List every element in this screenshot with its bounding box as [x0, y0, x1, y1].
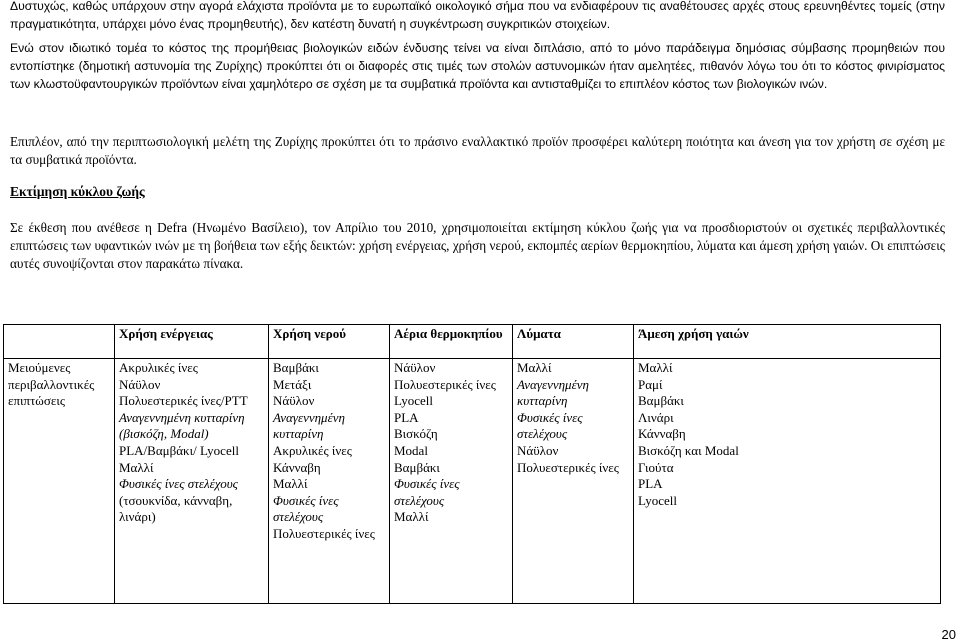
cell-entry: Αναγεννημένη κυτταρίνη [273, 409, 345, 442]
cell-entry: Βαμβάκι [273, 360, 319, 375]
intro-paragraph: Δυστυχώς, καθώς υπάρχουν στην αγορά ελάχιστα προϊόντα με το ευρωπαϊκό οικολογικό σήμα που να ενδιαφέρουν τις αναθέτουσες αρχές στους ερευνηθέντες τομείς (στην πραγματικότητα, υπάρχει μόνο ένας προμηθευτής), δεν κατέστη δυνατή η συγκέντρωση συγκριτικών στοιχείων. [10, 0, 945, 31]
energy-cell [115, 359, 269, 604]
cell-entry: Λινάρι [638, 409, 674, 425]
header-cell: Χρήση ενέργειας [115, 325, 269, 359]
land-use-cell [634, 359, 941, 604]
cell-entry: Φυσικές ίνες στελέχους [394, 476, 460, 508]
quality-paragraph: Επιπλέον, από την περιπτωσιολογική μελέτη της Ζυρίχης προκύπτει ότι το πράσινο εναλλακτικό προϊόν προσφέρει καλύτερη ποιότητα και άνεση για τον χρήστη σε σχέση με τα συμβατικά προϊόντα. [10, 134, 945, 167]
cell-entry: Ακρυλικές ίνες [273, 442, 352, 458]
waste-cell [513, 359, 634, 604]
cell-entry: Ακρυλικές ίνες [119, 360, 198, 375]
impacts-table [3, 324, 941, 604]
header-cell: Άμεση χρήση γαιών [634, 325, 941, 359]
cell-entry: Μετάξι [273, 376, 312, 392]
cell-entry: Βισκόζη και Modal [638, 442, 739, 458]
cell-entry: Μαλλί [394, 509, 429, 525]
ghg-cell [390, 359, 513, 604]
row-label-cell: Μειούμενες περιβαλλοντικές επιπτώσεις [4, 359, 115, 604]
cell-entry: Φυσικές ίνες στελέχους [517, 409, 583, 442]
cell-entry: Πολυεστερικές ίνες [273, 525, 375, 541]
cell-entry: Modal [394, 442, 428, 458]
header-cell [4, 325, 115, 359]
cell-entry: Lyocell [394, 393, 433, 409]
cell-entry: Αναγεννημένη κυτταρίνη (βισκόζη, Modal) [119, 409, 245, 442]
cell-entry: Ραμί [638, 376, 663, 392]
cell-entry: (τσουκνίδα, κάνναβη, λινάρι) [119, 492, 233, 525]
section-heading: Εκτίμηση κύκλου ζωής [10, 184, 145, 199]
cell-entry: Lyocell [638, 492, 677, 508]
water-cell [269, 359, 390, 604]
page-number: 20 [941, 627, 956, 642]
cell-entry: PLA/Βαμβάκι/ Lyocell [119, 442, 239, 458]
cell-entry: Νάϋλον [119, 376, 161, 392]
cell-entry: Πολυεστερικές ίνες [517, 459, 619, 475]
lca-paragraph: Σε έκθεση που ανέθεσε η Defra (Ηνωμένο Βασίλειο), τον Απρίλιο του 2010, χρησιμοποιείται εκτίμηση κύκλου ζωής για να προσδιοριστούν οι σχετικές περιβαλλοντικές επιπτώσεις των υφαντικών ινών με τη βοήθεια των εξής δεικτών: χρήση ενέργειας, χρήση νερού, εκπομπές αερίων θερμοκηπίου, λύματα και άμεση χρήση γαιών. Οι επιπτώσεις αυτές συνοψίζονται στον παρακάτω πίνακα. [10, 220, 945, 271]
table-row [4, 359, 941, 604]
cell-entry: Κάνναβη [638, 426, 686, 442]
cost-paragraph: Ενώ στον ιδιωτικό τομέα το κόστος της προμήθειας βιολογικών ειδών ένδυσης τείνει να είναι διπλάσιο, από το μόνο παράδειγμα δημόσιας σύμβασης προμηθειών που εντοπίστηκε (δημοτική αστυνομία της Ζυρίχης) προκύπτει ότι οι διαφορές στις τιμές των στολών αστυνομικών ήταν αμελητέες, πιθανόν λόγω του ότι το κόστος φινιρίσματος των κλωστοϋφαντουργικών προϊόντων είναι χαμηλότερο σε σχέση με τα συμβατικά προϊόντα και αντισταθμίζει το επιπλέον κόστος των βιολογικών ινών. [10, 41, 945, 91]
cell-entry: Βαμβάκι [638, 393, 684, 409]
cell-entry: Φυσικές ίνες στελέχους [119, 476, 238, 492]
cell-entry: Βισκόζη [394, 426, 438, 442]
cell-entry: Νάϋλον [517, 442, 559, 458]
cell-entry: Πολυεστερικές ίνες [394, 376, 496, 392]
cell-entry: Γιούτα [638, 459, 674, 475]
cell-entry: Μαλλί [517, 360, 552, 375]
cell-entry: Μαλλί [638, 360, 673, 375]
cell-entry: PLA [394, 409, 419, 425]
cell-entry: Φυσικές ίνες στελέχους [273, 492, 339, 525]
cell-entry: Αναγεννημένη κυτταρίνη [517, 376, 589, 409]
cell-entry: Νάϋλον [273, 393, 315, 409]
header-cell: Λύματα [513, 325, 634, 359]
cell-entry: Κάνναβη [273, 459, 321, 475]
table-header-row [4, 325, 941, 359]
cell-entry: Πολυεστερικές ίνες/PTT [119, 393, 248, 409]
header-cell: Χρήση νερού [269, 325, 390, 359]
cell-entry: Μαλλί [273, 476, 308, 492]
cell-entry: PLA [638, 476, 663, 492]
cell-entry: Βαμβάκι [394, 459, 440, 475]
header-cell: Αέρια θερμοκηπίου [390, 325, 513, 359]
cell-entry: Νάϋλον [394, 360, 436, 375]
cell-entry: Μαλλί [119, 459, 154, 475]
